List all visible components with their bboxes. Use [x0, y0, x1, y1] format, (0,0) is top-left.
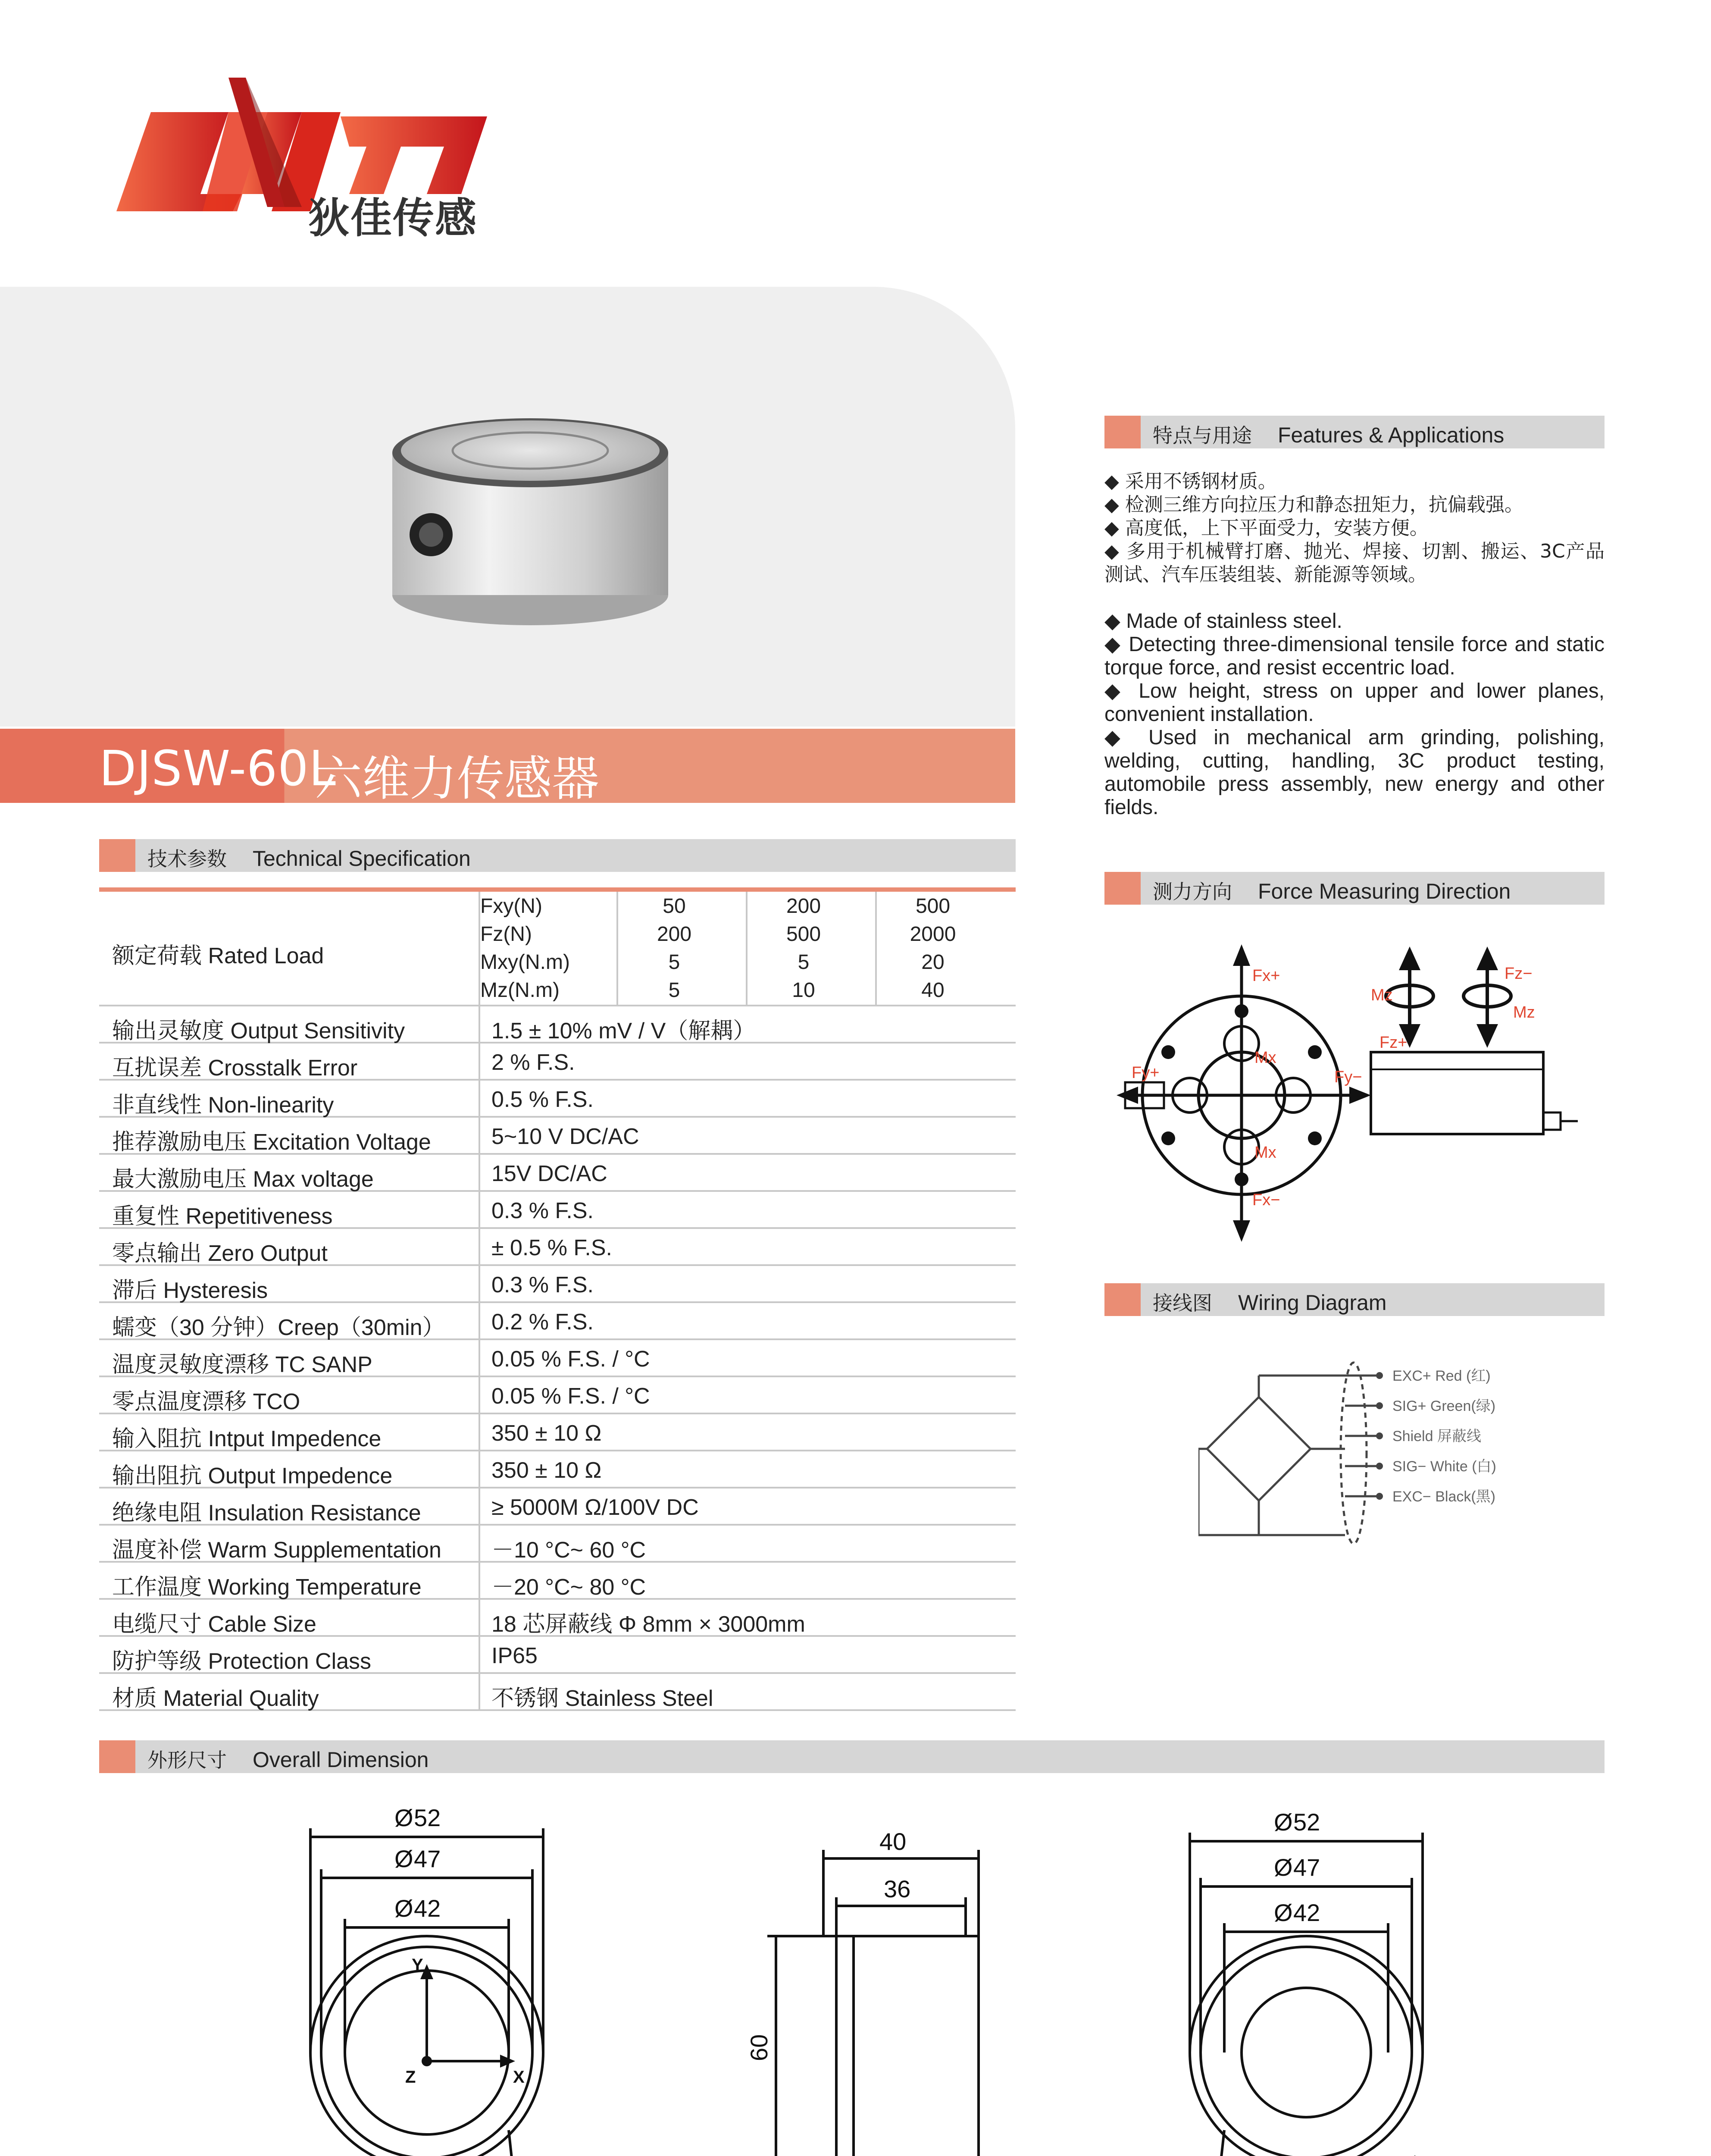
label-fx-plus: Fx+ [1252, 967, 1280, 985]
wire-exc-minus: EXC− Black(黑) [1392, 1489, 1495, 1505]
feature-en-2: ◆ Detecting three-dimensional tensile force and static torque force, and resist eccentric load. [1104, 633, 1605, 679]
product-name: 六维力传感器 [315, 751, 599, 806]
spec-key: 重复性 Repetitiveness [112, 1204, 333, 1229]
dim-left-d52-sym: Ø [394, 1804, 413, 1831]
spec-key: 零点温度漂移 TCO [112, 1389, 300, 1414]
product-photo [379, 405, 681, 638]
label-mz-right: Mz [1513, 1003, 1535, 1022]
dim-right-d47-sym: Ø [1274, 1854, 1293, 1881]
spec-table [99, 887, 1016, 1711]
spec-key: 温度补偿 Warm Supplementation [112, 1538, 441, 1563]
label-fz-minus: Fz− [1505, 965, 1533, 983]
spec-key: 互扰误差 Crosstalk Error [112, 1056, 358, 1081]
rated-load-label: 额定荷载 Rated Load [112, 943, 324, 968]
features-list [1104, 470, 1605, 819]
spec-row [99, 1563, 1016, 1600]
spec-value: 350 ± 10 Ω [491, 1458, 602, 1483]
spec-value: 0.3 % F.S. [491, 1198, 594, 1223]
dim-right-d47: 47 [1293, 1854, 1320, 1881]
spec-row [99, 1377, 1016, 1414]
spec-row [99, 1340, 1016, 1377]
dim-h40: 40 [879, 1828, 907, 1855]
spec-row [99, 1118, 1016, 1155]
spec-value: 5~10 V DC/AC [491, 1124, 639, 1149]
spec-row [99, 1229, 1016, 1266]
spec-key: 滞后 Hysteresis [112, 1278, 268, 1303]
spec-key: 输出灵敏度 Output Sensitivity [112, 1018, 405, 1044]
spec-row [99, 1044, 1016, 1081]
spec-row [99, 1674, 1016, 1711]
spec-value: 1.5 ± 10% mV / V（解耦） [491, 1018, 756, 1044]
spec-row [99, 1637, 1016, 1674]
spec-row [99, 1006, 1016, 1044]
rated-load-mxy: Mxy(N.m) 5 5 20 [480, 951, 945, 974]
spec-value: 0.5 % F.S. [491, 1087, 594, 1112]
label-mx-bottom: Mx [1254, 1144, 1276, 1162]
section-features-header: 特点与用途 Features & Applications [1104, 416, 1605, 448]
dimension-drawings [172, 1802, 1595, 2156]
force-direction-diagram [1112, 940, 1621, 1242]
section-spec-header: 技术参数 Technical Specification [99, 839, 1016, 872]
dim-right-d52-sym: Ø [1274, 1808, 1293, 1836]
dim-right-d52: 52 [1293, 1808, 1320, 1836]
spec-key: 最大激励电压 Max voltage [112, 1167, 374, 1192]
spec-value: －10 °C~ 60 °C [491, 1538, 646, 1563]
spec-key: 非直线性 Non-linearity [112, 1093, 334, 1118]
spec-row [99, 1266, 1016, 1303]
spec-value: IP65 [491, 1643, 538, 1668]
spec-value: 18 芯屏蔽线 Φ 8mm × 3000mm [491, 1612, 805, 1637]
feature-en-1: ◆ Made of stainless steel. [1104, 610, 1342, 633]
label-fx-minus: Fx− [1252, 1191, 1280, 1209]
feature-cn-4: ◆ 多用于机械臂打磨、抛光、焊接、切割、搬运、3C产品测试、汽车压装组装、新能源等领域。 [1104, 540, 1605, 586]
section-wiring-header: 接线图 Wiring Diagram [1104, 1283, 1605, 1316]
spec-row [99, 1081, 1016, 1118]
spec-row [99, 1192, 1016, 1229]
feature-en-4: ◆ Used in mechanical arm grinding, polishing, welding, cutting, handling, 3C product testing, automobile press assembly, new energy and other fields. [1104, 726, 1605, 819]
spec-key: 温度灵敏度漂移 TC SANP [112, 1352, 372, 1377]
product-model: DJSW-60L [99, 741, 336, 797]
spec-value: ≥ 5000M Ω/100V DC [491, 1495, 699, 1520]
brand-name: 狄佳传感 [308, 194, 477, 242]
rated-load-row [99, 892, 1016, 1006]
wire-exc-plus: EXC+ Red (红) [1392, 1368, 1491, 1384]
wiring-diagram [1198, 1358, 1604, 1548]
spec-row [99, 1303, 1016, 1340]
dim-d60: 60 [745, 2034, 773, 2061]
spec-key: 输入阻抗 Intput Impedence [112, 1426, 382, 1451]
dim-left-d52: 52 [414, 1804, 441, 1831]
feature-cn-2: ◆ 检测三维方向拉压力和静态扭矩力，抗偏载强。 [1104, 494, 1523, 516]
feature-cn-3: ◆ 高度低，上下平面受力，安装方便。 [1104, 517, 1429, 539]
spec-key: 零点输出 Zero Output [112, 1241, 328, 1266]
spec-row [99, 1451, 1016, 1489]
spec-key: 防护等级 Protection Class [112, 1649, 372, 1674]
dim-left-d42-sym: Ø [394, 1895, 413, 1922]
spec-key: 蠕变（30 分钟）Creep（30min） [112, 1315, 445, 1340]
label-fy-minus: Fy− [1334, 1068, 1362, 1086]
section-dimension-header: 外形尺寸 Overall Dimension [99, 1740, 1605, 1773]
wire-sig-plus: SIG+ Green(绿) [1392, 1398, 1496, 1414]
spec-key: 工作温度 Working Temperature [112, 1575, 422, 1600]
dim-h36: 36 [884, 1875, 911, 1902]
wire-shield: Shield 屏蔽线 [1392, 1428, 1481, 1445]
spec-value: ± 0.5 % F.S. [491, 1235, 612, 1260]
spec-row [99, 1155, 1016, 1192]
dim-right-d42-sym: Ø [1274, 1899, 1293, 1926]
spec-value: 0.3 % F.S. [491, 1272, 594, 1297]
dim-left-d42: 42 [414, 1895, 441, 1922]
axis-x-label: X [513, 2068, 525, 2087]
rated-load-fz: Fz(N) 200 500 2000 [480, 923, 956, 946]
spec-value: －20 °C~ 80 °C [491, 1575, 646, 1600]
spec-value: 15V DC/AC [491, 1161, 607, 1186]
spec-key: 电缆尺寸 Cable Size [112, 1612, 316, 1637]
feature-en-3: ◆ Low height, stress on upper and lower planes, convenient installation. [1104, 680, 1605, 726]
spec-row [99, 1414, 1016, 1451]
axis-z-label: Z [405, 2068, 416, 2087]
spec-value: 0.05 % F.S. / °C [491, 1347, 650, 1372]
spec-key: 推荐激励电压 Excitation Voltage [112, 1130, 431, 1155]
dim-right-d42: 42 [1293, 1899, 1320, 1926]
spec-value: 不锈钢 Stainless Steel [491, 1686, 713, 1711]
spec-value: 2 % F.S. [491, 1050, 575, 1075]
rated-load-mz: Mz(N.m) 5 10 40 [480, 979, 945, 1002]
axis-y-label: Y [412, 1955, 423, 1974]
spec-key: 输出阻抗 Output Impedence [112, 1463, 393, 1489]
label-mx-top: Mx [1254, 1049, 1276, 1067]
section-force-header: 测力方向 Force Measuring Direction [1104, 872, 1605, 905]
label-fz-plus: Fz+ [1379, 1034, 1408, 1052]
spec-row [99, 1526, 1016, 1563]
rated-load-fxy: Fxy(N) 50 200 500 [480, 895, 951, 918]
feature-cn-1: ◆ 采用不锈钢材质。 [1104, 470, 1277, 492]
spec-key: 绝缘电阻 Insulation Resistance [112, 1501, 421, 1526]
label-fy-plus: Fy+ [1132, 1064, 1160, 1082]
spec-key: 材质 Material Quality [112, 1686, 319, 1711]
spec-value: 0.05 % F.S. / °C [491, 1384, 650, 1409]
dim-left-d47: 47 [414, 1845, 441, 1872]
label-mz-left: Mz [1371, 986, 1393, 1004]
spec-row [99, 1600, 1016, 1637]
wire-sig-minus: SIG− White (白) [1392, 1458, 1496, 1475]
dim-left-d47-sym: Ø [394, 1845, 413, 1872]
spec-value: 350 ± 10 Ω [491, 1421, 602, 1446]
spec-value: 0.2 % F.S. [491, 1310, 594, 1335]
spec-row [99, 1489, 1016, 1526]
